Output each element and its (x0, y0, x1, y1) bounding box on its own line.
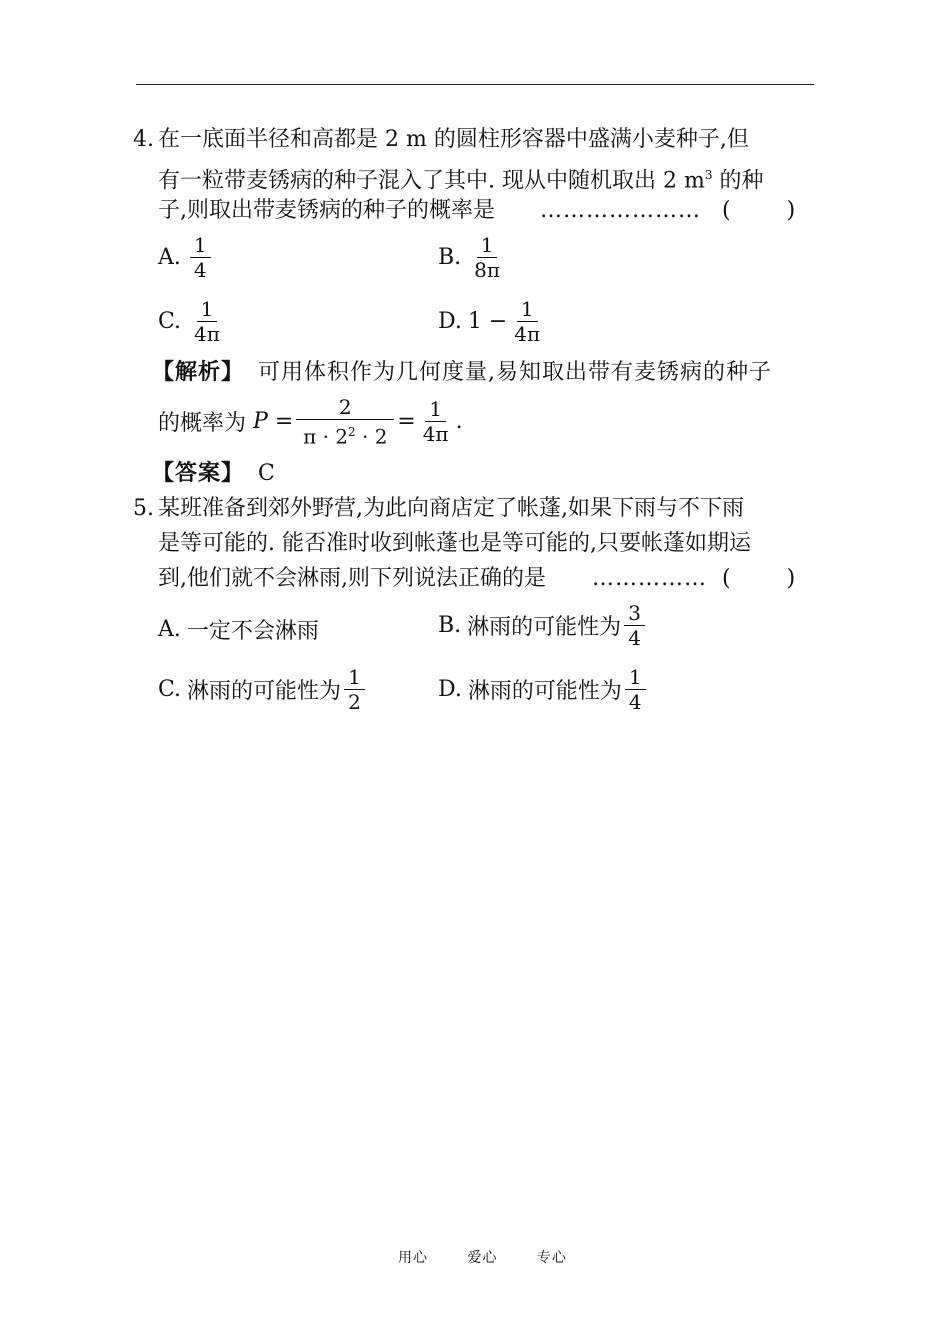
footer-item: 专心 (536, 1250, 567, 1266)
footer-item: 爱心 (467, 1250, 498, 1266)
footer-item: 用心 (398, 1250, 428, 1266)
question-4-option-a: A. $\frac{1}{4}$ (158, 234, 214, 281)
fraction: $\frac{1}{4\pi}$ (194, 297, 220, 346)
question-4-formula: 的概率为 P = $\frac{2}{\pi \cdot 2^2 \cdot 2}$ = $\frac{1}{4\pi}$ . (158, 395, 463, 449)
fraction: $\frac{1}{4}$ (625, 666, 646, 713)
page-footer (398, 1247, 601, 1267)
question-5-line-3: 到,他们就不会淋雨,则下列说法正确的是 (158, 566, 546, 591)
fraction: $\frac{1}{4\pi}$ (514, 297, 541, 346)
analysis-tag: 【解析】 (152, 359, 245, 385)
question-5-line-2: 是等可能的. 能否准时收到帐蓬也是等可能的,只要帐蓬如期运 (158, 531, 751, 556)
question-4-option-c: C. $\frac{1}{4\pi}$ (158, 298, 227, 345)
question-5-option-d: D. 淋雨的可能性为 $\frac{1}{4}$ (438, 666, 649, 713)
question-4-option-d: D. 1 − $\frac{1}{4\pi}$ (438, 298, 547, 345)
question-4-analysis: 【解析】 可用体积作为几何度量,易知取出带有麦锈病的种子 (152, 359, 773, 385)
question-5-option-a: A. 一定不会淋雨 (158, 617, 319, 644)
question-4-line-1: 在一底面半径和高都是 2 m 的圆柱形容器中盛满小麦种子,但 (158, 127, 749, 152)
question-4-answer-blank: ( ) (722, 198, 796, 223)
question-4-number: 4. (133, 127, 154, 152)
question-5-dots: …………… (592, 566, 707, 591)
question-5-option-c: C. 淋雨的可能性为 $\frac{1}{2}$ (158, 666, 368, 713)
fraction: $\frac{1}{8\pi}$ (474, 233, 501, 282)
question-4-line-3: 子,则取出带麦锈病的种子的概率是 (158, 198, 495, 223)
question-5-answer-blank: ( ) (722, 566, 796, 591)
question-4-dots: ………………… (540, 198, 701, 223)
question-5-option-b: B. 淋雨的可能性为 $\frac{3}{4}$ (438, 602, 648, 649)
fraction: $\frac{3}{4}$ (624, 602, 645, 649)
answer-tag: 【答案】 (152, 460, 245, 486)
fraction: $\frac{2}{\pi \cdot 2^2 \cdot 2}$ (296, 396, 394, 448)
fraction: $\frac{1}{4}$ (190, 234, 211, 281)
question-5-number: 5. (133, 496, 154, 521)
fraction: $\frac{1}{2}$ (344, 666, 365, 713)
question-4-answer: 【答案】 C (152, 460, 275, 486)
question-5-line-1: 某班准备到郊外野营,为此向商店定了帐蓬,如果下雨与不下雨 (158, 496, 744, 521)
fraction: $\frac{1}{4\pi}$ (422, 397, 449, 447)
question-4-line-2: 有一粒带麦锈病的种子混入了其中. 现从中随机取出 2 $m^3$ 的种 (158, 168, 764, 194)
header-rule (136, 84, 814, 85)
question-4-option-b: B. $\frac{1}{8\pi}$ (438, 234, 507, 281)
